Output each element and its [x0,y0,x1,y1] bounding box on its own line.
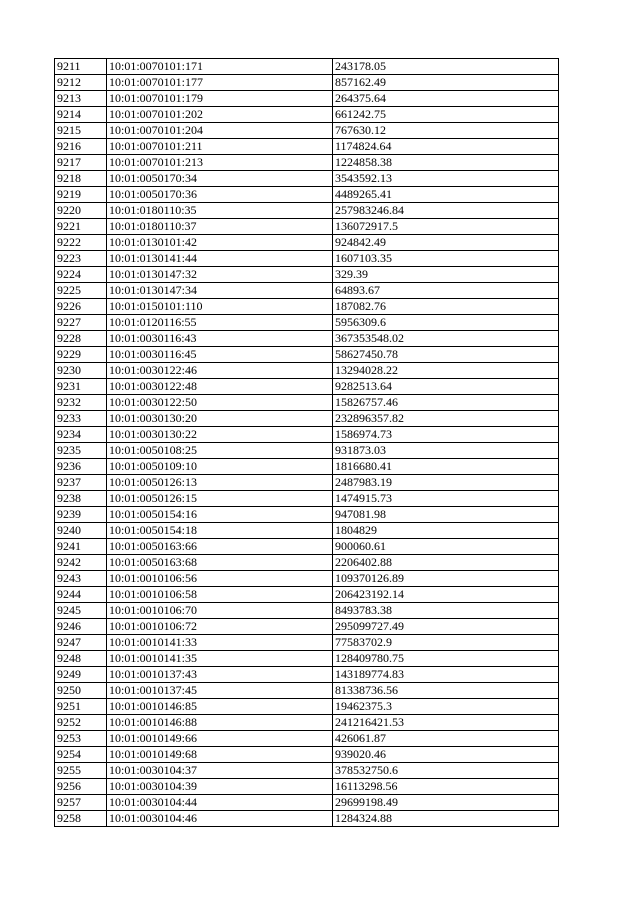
cadastral-number-cell: 10:01:0030122:50 [107,395,333,411]
value-cell: 9282513.64 [333,379,559,395]
row-number-cell: 9257 [55,795,107,811]
table-row [55,219,559,235]
row-number-cell: 9215 [55,123,107,139]
row-number-cell: 9251 [55,699,107,715]
table-row [55,523,559,539]
cadastral-number-cell: 10:01:0070101:202 [107,107,333,123]
cadastral-number-cell: 10:01:0010137:43 [107,667,333,683]
row-number-cell: 9219 [55,187,107,203]
cadastral-number-cell: 10:01:0070101:179 [107,91,333,107]
row-number-cell: 9239 [55,507,107,523]
table-row [55,699,559,715]
table-row [55,315,559,331]
value-cell: 378532750.6 [333,763,559,779]
cadastral-number-cell: 10:01:0070101:177 [107,75,333,91]
cadastral-number-cell: 10:01:0010149:68 [107,747,333,763]
value-cell: 206423192.14 [333,587,559,603]
row-number-cell: 9212 [55,75,107,91]
cadastral-number-cell: 10:01:0070101:204 [107,123,333,139]
cadastral-number-cell: 10:01:0010106:70 [107,603,333,619]
table-row [55,155,559,171]
value-cell: 16113298.56 [333,779,559,795]
value-cell: 1816680.41 [333,459,559,475]
table-row [55,603,559,619]
row-number-cell: 9246 [55,619,107,635]
value-cell: 661242.75 [333,107,559,123]
cadastral-number-cell: 10:01:0070101:171 [107,59,333,75]
value-cell: 232896357.82 [333,411,559,427]
row-number-cell: 9236 [55,459,107,475]
value-cell: 13294028.22 [333,363,559,379]
table-row [55,731,559,747]
value-cell: 64893.67 [333,283,559,299]
value-cell: 15826757.46 [333,395,559,411]
table-row [55,427,559,443]
value-cell: 257983246.84 [333,203,559,219]
value-cell: 187082.76 [333,299,559,315]
cadastral-number-cell: 10:01:0030122:46 [107,363,333,379]
value-cell: 295099727.49 [333,619,559,635]
value-cell: 939020.46 [333,747,559,763]
value-cell: 264375.64 [333,91,559,107]
table-row [55,139,559,155]
row-number-cell: 9221 [55,219,107,235]
row-number-cell: 9245 [55,603,107,619]
cadastral-number-cell: 10:01:0130101:42 [107,235,333,251]
value-cell: 8493783.38 [333,603,559,619]
value-cell: 5956309.6 [333,315,559,331]
table-row [55,507,559,523]
value-cell: 2206402.88 [333,555,559,571]
table-row [55,587,559,603]
table-row [55,667,559,683]
cadastral-number-cell: 10:01:0030122:48 [107,379,333,395]
row-number-cell: 9230 [55,363,107,379]
cadastral-number-cell: 10:01:0030130:22 [107,427,333,443]
value-cell: 128409780.75 [333,651,559,667]
cadastral-number-cell: 10:01:0030130:20 [107,411,333,427]
table-row [55,379,559,395]
value-cell: 1284324.88 [333,811,559,827]
cadastral-number-cell: 10:01:0180110:37 [107,219,333,235]
value-cell: 136072917.5 [333,219,559,235]
row-number-cell: 9231 [55,379,107,395]
value-cell: 243178.05 [333,59,559,75]
row-number-cell: 9218 [55,171,107,187]
table-row [55,235,559,251]
table-row [55,187,559,203]
value-cell: 1474915.73 [333,491,559,507]
cadastral-number-cell: 10:01:0050154:16 [107,507,333,523]
table-row [55,203,559,219]
row-number-cell: 9243 [55,571,107,587]
table-row [55,459,559,475]
cadastral-number-cell: 10:01:0050126:13 [107,475,333,491]
table-row [55,91,559,107]
value-cell: 4489265.41 [333,187,559,203]
cadastral-number-cell: 10:01:0010106:56 [107,571,333,587]
table-row [55,763,559,779]
cadastral-number-cell: 10:01:0130141:44 [107,251,333,267]
value-cell: 2487983.19 [333,475,559,491]
value-cell: 426061.87 [333,731,559,747]
row-number-cell: 9255 [55,763,107,779]
value-cell: 367353548.02 [333,331,559,347]
table-row [55,651,559,667]
cadastral-number-cell: 10:01:0050108:25 [107,443,333,459]
table-row [55,683,559,699]
row-number-cell: 9234 [55,427,107,443]
value-cell: 857162.49 [333,75,559,91]
table-row [55,443,559,459]
row-number-cell: 9223 [55,251,107,267]
row-number-cell: 9254 [55,747,107,763]
table-row [55,267,559,283]
cadastral-number-cell: 10:01:0010146:88 [107,715,333,731]
cadastral-number-cell: 10:01:0050126:15 [107,491,333,507]
table-row [55,779,559,795]
row-number-cell: 9228 [55,331,107,347]
cadastral-number-cell: 10:01:0030104:44 [107,795,333,811]
row-number-cell: 9248 [55,651,107,667]
table-row [55,795,559,811]
table-row [55,171,559,187]
table-row [55,75,559,91]
row-number-cell: 9252 [55,715,107,731]
cadastral-number-cell: 10:01:0150101:110 [107,299,333,315]
row-number-cell: 9225 [55,283,107,299]
cadastral-number-cell: 10:01:0030104:39 [107,779,333,795]
value-cell: 900060.61 [333,539,559,555]
table-row [55,347,559,363]
row-number-cell: 9226 [55,299,107,315]
table-row [55,331,559,347]
cadastral-number-cell: 10:01:0070101:213 [107,155,333,171]
value-cell: 924842.49 [333,235,559,251]
table-row [55,123,559,139]
table-row [55,619,559,635]
cadastral-number-cell: 10:01:0050170:34 [107,171,333,187]
table-row [55,299,559,315]
cadastral-number-cell: 10:01:0030104:46 [107,811,333,827]
table-row [55,491,559,507]
value-cell: 81338736.56 [333,683,559,699]
cadastral-number-cell: 10:01:0050154:18 [107,523,333,539]
cadastral-number-cell: 10:01:0050163:66 [107,539,333,555]
table-row [55,715,559,731]
cadastral-number-cell: 10:01:0010146:85 [107,699,333,715]
value-cell: 58627450.78 [333,347,559,363]
cadastral-number-cell: 10:01:0050170:36 [107,187,333,203]
table-row [55,411,559,427]
table-row [55,283,559,299]
value-cell: 77583702.9 [333,635,559,651]
cadastral-number-cell: 10:01:0180110:35 [107,203,333,219]
cadastral-number-cell: 10:01:0010149:66 [107,731,333,747]
table-row [55,811,559,827]
cadastral-number-cell: 10:01:0010137:45 [107,683,333,699]
cadastral-number-cell: 10:01:0130147:32 [107,267,333,283]
value-cell: 931873.03 [333,443,559,459]
cadastral-number-cell: 10:01:0010106:58 [107,587,333,603]
cadastral-number-cell: 10:01:0030116:43 [107,331,333,347]
cadastral-number-cell: 10:01:0010106:72 [107,619,333,635]
row-number-cell: 9217 [55,155,107,171]
value-cell: 1224858.38 [333,155,559,171]
table-row [55,747,559,763]
cadastral-number-cell: 10:01:0070101:211 [107,139,333,155]
table-row [55,395,559,411]
value-cell: 143189774.83 [333,667,559,683]
row-number-cell: 9220 [55,203,107,219]
cadastral-number-cell: 10:01:0050109:10 [107,459,333,475]
row-number-cell: 9233 [55,411,107,427]
table-row [55,555,559,571]
value-cell: 1174824.64 [333,139,559,155]
value-cell: 1804829 [333,523,559,539]
value-cell: 1607103.35 [333,251,559,267]
table-row [55,363,559,379]
row-number-cell: 9256 [55,779,107,795]
row-number-cell: 9253 [55,731,107,747]
row-number-cell: 9249 [55,667,107,683]
row-number-cell: 9241 [55,539,107,555]
value-cell: 767630.12 [333,123,559,139]
table-row [55,107,559,123]
value-cell: 3543592.13 [333,171,559,187]
cadastral-number-cell: 10:01:0120116:55 [107,315,333,331]
row-number-cell: 9247 [55,635,107,651]
table-row [55,251,559,267]
row-number-cell: 9222 [55,235,107,251]
row-number-cell: 9237 [55,475,107,491]
row-number-cell: 9211 [55,59,107,75]
row-number-cell: 9232 [55,395,107,411]
row-number-cell: 9214 [55,107,107,123]
row-number-cell: 9258 [55,811,107,827]
row-number-cell: 9216 [55,139,107,155]
row-number-cell: 9250 [55,683,107,699]
value-cell: 241216421.53 [333,715,559,731]
row-number-cell: 9240 [55,523,107,539]
table-row [55,475,559,491]
cadastral-number-cell: 10:01:0010141:33 [107,635,333,651]
row-number-cell: 9238 [55,491,107,507]
table-row [55,539,559,555]
value-cell: 329.39 [333,267,559,283]
data-table [54,58,559,827]
value-cell: 109370126.89 [333,571,559,587]
cadastral-number-cell: 10:01:0130147:34 [107,283,333,299]
row-number-cell: 9224 [55,267,107,283]
value-cell: 1586974.73 [333,427,559,443]
table-row [55,59,559,75]
table-row [55,571,559,587]
row-number-cell: 9242 [55,555,107,571]
cadastral-number-cell: 10:01:0030104:37 [107,763,333,779]
row-number-cell: 9227 [55,315,107,331]
value-cell: 29699198.49 [333,795,559,811]
cadastral-number-cell: 10:01:0030116:45 [107,347,333,363]
row-number-cell: 9213 [55,91,107,107]
row-number-cell: 9244 [55,587,107,603]
row-number-cell: 9235 [55,443,107,459]
table-body [55,59,559,827]
cadastral-number-cell: 10:01:0050163:68 [107,555,333,571]
cadastral-number-cell: 10:01:0010141:35 [107,651,333,667]
value-cell: 19462375.3 [333,699,559,715]
value-cell: 947081.98 [333,507,559,523]
table-row [55,635,559,651]
row-number-cell: 9229 [55,347,107,363]
